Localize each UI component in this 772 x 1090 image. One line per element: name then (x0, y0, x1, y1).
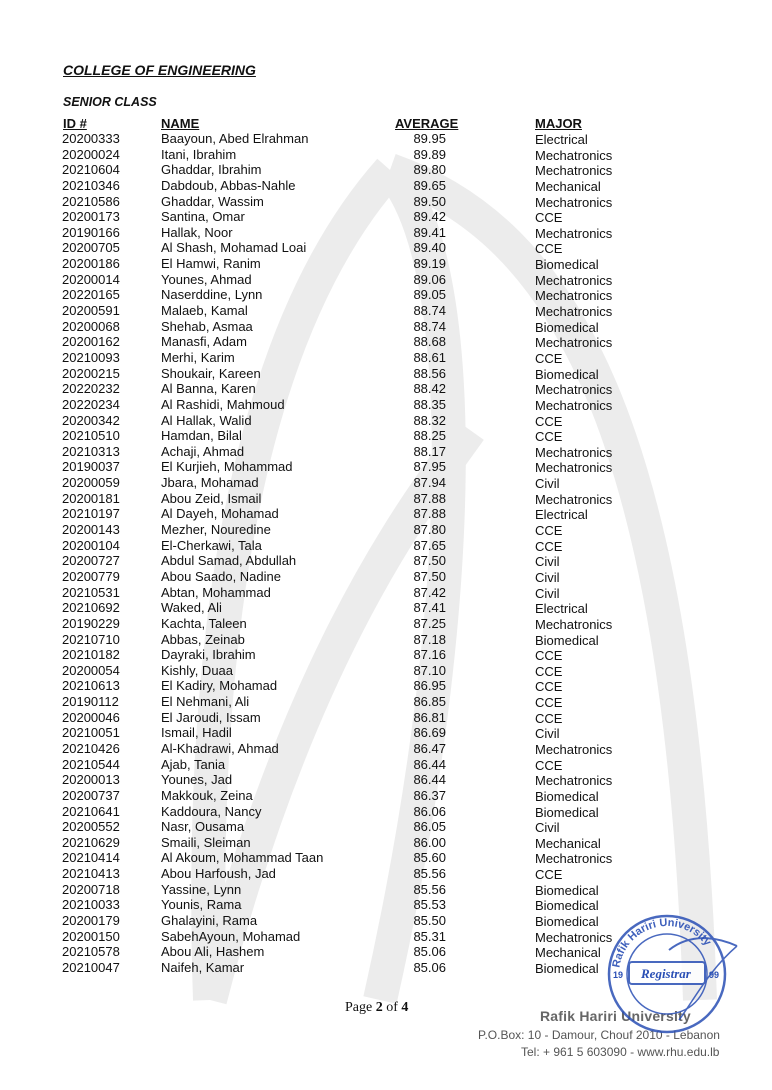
student-name: Merhi, Karim (161, 349, 235, 365)
student-id: 20200024 (62, 146, 120, 162)
student-major: CCE (535, 663, 563, 679)
student-name: Younes, Ahmad (161, 271, 252, 287)
student-id: 20210510 (62, 428, 120, 444)
student-id: 20200059 (62, 475, 120, 491)
student-name: El Kadiry, Mohamad (161, 678, 278, 694)
student-major: CCE (535, 413, 563, 429)
student-average: 89.42 (413, 209, 446, 225)
student-name: Nasr, Ousama (161, 819, 245, 835)
student-major: Mechatronics (535, 773, 613, 789)
student-average: 89.41 (413, 224, 446, 240)
table-row (0, 428, 772, 444)
student-id: 20200179 (62, 913, 120, 929)
student-name: Santina, Omar (161, 209, 245, 225)
student-major: CCE (535, 241, 563, 257)
student-name: Kachta, Taleen (161, 615, 247, 631)
student-name: Al-Khadrawi, Ahmad (161, 740, 279, 756)
student-major: Biomedical (535, 914, 599, 930)
student-major: Mechatronics (535, 147, 613, 163)
student-id: 20210414 (62, 850, 120, 866)
student-name: Baayoun, Abed Elrahman (161, 131, 309, 146)
student-list (0, 131, 772, 976)
student-name: Ghaddar, Ibrahim (161, 162, 262, 178)
student-id: 20200181 (62, 490, 120, 506)
student-major: Civil (535, 726, 560, 742)
table-row (0, 272, 772, 288)
college-title: COLLEGE OF ENGINEERING (63, 62, 256, 78)
student-id: 20200068 (62, 318, 120, 334)
student-name: Al Dayeh, Mohamad (161, 506, 279, 522)
table-row (0, 303, 772, 319)
student-id: 20220165 (62, 287, 120, 303)
student-major: CCE (535, 538, 563, 554)
student-average: 86.81 (413, 709, 446, 725)
student-name: El Jaroudi, Issam (161, 709, 261, 725)
student-major: Mechatronics (535, 163, 613, 179)
student-name: Al Banna, Karen (161, 381, 256, 397)
student-major: CCE (535, 648, 563, 664)
student-name: El-Cherkawi, Tala (161, 537, 262, 553)
footer-telephone: Tel: + 961 5 603090 - www.rhu.edu.lb (521, 1045, 720, 1059)
student-name: Abbas, Zeinab (161, 631, 245, 647)
student-major: CCE (535, 757, 563, 773)
student-average: 87.95 (413, 459, 446, 475)
column-header-major: MAJOR (535, 116, 582, 131)
footer-address: P.O.Box: 10 - Damour, Chouf 2010 - Lebanon (478, 1028, 720, 1042)
table-row (0, 600, 772, 616)
student-major: Mechatronics (535, 397, 613, 413)
student-name: Hamdan, Bilal (161, 428, 242, 444)
student-major: Mechatronics (535, 272, 613, 288)
student-id: 20210426 (62, 740, 120, 756)
page-of: of (386, 1000, 398, 1015)
student-major: Mechatronics (535, 194, 613, 210)
student-id: 20200054 (62, 662, 120, 678)
student-id: 20210629 (62, 834, 120, 850)
student-id: 20200215 (62, 365, 120, 381)
student-average: 86.47 (413, 740, 446, 756)
student-major: CCE (535, 679, 563, 695)
student-name: Smaili, Sleiman (161, 834, 251, 850)
student-average: 87.18 (413, 631, 446, 647)
student-major: Electrical (535, 601, 588, 617)
table-row (0, 538, 772, 554)
student-major: Civil (535, 569, 560, 585)
student-average: 85.31 (413, 928, 446, 944)
student-major: Mechatronics (535, 929, 613, 945)
student-id: 20200143 (62, 522, 120, 538)
table-row (0, 694, 772, 710)
table-row (0, 741, 772, 757)
student-average: 89.80 (413, 162, 446, 178)
student-name: Kishly, Duaa (161, 662, 234, 678)
student-major: Mechanical (535, 945, 601, 961)
table-row (0, 663, 772, 679)
student-major: CCE (535, 429, 563, 445)
student-major: Biomedical (535, 804, 599, 820)
table-row (0, 866, 772, 882)
student-average: 86.44 (413, 772, 446, 788)
student-id: 20200552 (62, 819, 120, 835)
student-major: Mechatronics (535, 460, 613, 476)
table-row (0, 209, 772, 225)
student-average: 88.25 (413, 428, 446, 444)
student-id: 20200013 (62, 772, 120, 788)
student-major: CCE (535, 523, 563, 539)
student-average: 87.94 (413, 475, 446, 491)
student-major: Mechatronics (535, 444, 613, 460)
student-name: Shehab, Asmaa (161, 318, 253, 334)
table-row (0, 475, 772, 491)
table-row (0, 710, 772, 726)
student-name: Naserddine, Lynn (161, 287, 263, 303)
student-average: 85.60 (413, 850, 446, 866)
student-major: Civil (535, 585, 560, 601)
student-name: Shoukair, Kareen (161, 365, 261, 381)
student-average: 87.80 (413, 522, 446, 538)
table-row (0, 647, 772, 663)
student-average: 86.37 (413, 787, 446, 803)
student-major: Mechanical (535, 178, 601, 194)
student-major: CCE (535, 350, 563, 366)
student-name: Ismail, Hadil (161, 725, 232, 741)
student-id: 20210346 (62, 177, 120, 193)
student-average: 86.69 (413, 725, 446, 741)
student-name: Kaddoura, Nancy (161, 803, 262, 819)
student-average: 88.74 (413, 303, 446, 319)
student-major: Electrical (535, 132, 588, 147)
student-id: 20210641 (62, 803, 120, 819)
student-major: Civil (535, 554, 560, 570)
student-name: Abou Zeid, Ismail (161, 490, 262, 506)
page-number (345, 1000, 408, 1016)
student-id: 20210197 (62, 506, 120, 522)
student-name: Ghalayini, Rama (161, 913, 258, 929)
student-average: 85.53 (413, 897, 446, 913)
student-id: 20200186 (62, 256, 120, 272)
student-average: 89.95 (413, 131, 446, 146)
table-row (0, 381, 772, 397)
student-id: 20210544 (62, 756, 120, 772)
student-name: El Hamwi, Ranim (161, 256, 261, 272)
table-row (0, 147, 772, 163)
student-name: Al Hallak, Walid (161, 412, 252, 428)
student-id: 20210586 (62, 193, 120, 209)
student-average: 88.61 (413, 349, 446, 365)
student-id: 20190166 (62, 224, 120, 240)
student-average: 88.68 (413, 334, 446, 350)
table-row (0, 225, 772, 241)
student-major: Mechatronics (535, 851, 613, 867)
table-row (0, 850, 772, 866)
student-name: Abtan, Mohammad (161, 584, 271, 600)
student-average: 85.56 (413, 866, 446, 882)
table-row (0, 459, 772, 475)
student-name: Younis, Rama (161, 897, 242, 913)
student-id: 20210710 (62, 631, 120, 647)
student-major: Mechatronics (535, 335, 613, 351)
student-average: 87.88 (413, 506, 446, 522)
student-average: 85.06 (413, 959, 446, 975)
student-name: Makkouk, Zeina (161, 787, 253, 803)
student-id: 20200591 (62, 303, 120, 319)
student-average: 87.50 (413, 553, 446, 569)
student-average: 89.50 (413, 193, 446, 209)
table-row (0, 725, 772, 741)
student-name: SabehAyoun, Mohamad (161, 928, 301, 944)
student-name: Jbara, Mohamad (161, 475, 259, 491)
student-name: Al Shash, Mohamad Loai (161, 240, 307, 256)
student-major: Mechatronics (535, 304, 613, 320)
student-major: CCE (535, 867, 563, 883)
student-average: 89.05 (413, 287, 446, 303)
student-id: 20190112 (62, 694, 119, 710)
student-id: 20190229 (62, 615, 120, 631)
student-id: 20210578 (62, 944, 120, 960)
student-id: 20210413 (62, 866, 120, 882)
student-major: Mechatronics (535, 616, 613, 632)
student-name: Malaeb, Kamal (161, 303, 248, 319)
student-average: 89.40 (413, 240, 446, 256)
table-row (0, 569, 772, 585)
student-id: 20210692 (62, 600, 120, 616)
table-row (0, 366, 772, 382)
table-row (0, 506, 772, 522)
student-id: 20200727 (62, 553, 120, 569)
student-id: 20200014 (62, 271, 120, 287)
student-average: 86.00 (413, 834, 446, 850)
student-average: 85.06 (413, 944, 446, 960)
student-major: Civil (535, 820, 560, 836)
student-major: Biomedical (535, 898, 599, 914)
student-name: Al Rashidi, Mahmoud (161, 396, 285, 412)
student-name: Ajab, Tania (161, 756, 226, 772)
student-average: 89.19 (413, 256, 446, 272)
student-id: 20200718 (62, 881, 120, 897)
student-name: Dabdoub, Abbas-Nahle (161, 177, 296, 193)
student-average: 88.32 (413, 412, 446, 428)
student-name: El Nehmani, Ali (161, 694, 250, 710)
table-row (0, 319, 772, 335)
student-id: 20220234 (62, 396, 120, 412)
table-row (0, 788, 772, 804)
student-name: Manasfi, Adam (161, 334, 247, 350)
student-average: 87.42 (413, 584, 446, 600)
student-major: Mechatronics (535, 382, 613, 398)
student-id: 20200150 (62, 928, 120, 944)
table-row (0, 616, 772, 632)
stamp-year-left: 19 (613, 970, 624, 980)
stamp-center-text: Registrar (641, 966, 691, 981)
registrar-stamp (599, 910, 741, 1038)
student-id: 20200705 (62, 240, 120, 256)
table-row (0, 882, 772, 898)
table-row (0, 491, 772, 507)
table-row (0, 678, 772, 694)
student-id: 20210093 (62, 349, 120, 365)
student-id: 20210604 (62, 162, 120, 178)
table-row (0, 397, 772, 413)
student-name: Dayraki, Ibrahim (161, 647, 256, 663)
student-name: Hallak, Noor (161, 224, 233, 240)
student-major: Biomedical (535, 319, 599, 335)
student-name: Naifeh, Kamar (161, 959, 245, 975)
student-average: 87.10 (413, 662, 446, 678)
student-average: 89.89 (413, 146, 446, 162)
student-id: 20210182 (62, 647, 120, 663)
table-row (0, 256, 772, 272)
student-average: 87.88 (413, 490, 446, 506)
student-id: 20210033 (62, 897, 120, 913)
student-average: 88.35 (413, 396, 446, 412)
student-id: 20210047 (62, 959, 120, 975)
student-average: 86.85 (413, 694, 446, 710)
student-id: 20210613 (62, 678, 120, 694)
table-row (0, 553, 772, 569)
table-row (0, 334, 772, 350)
student-name: Al Akoum, Mohammad Taan (161, 850, 324, 866)
table-row (0, 819, 772, 835)
student-average: 86.95 (413, 678, 446, 694)
student-major: Biomedical (535, 632, 599, 648)
student-id: 20220232 (62, 381, 120, 397)
footer-organization: Rafik Hariri University (540, 1008, 691, 1024)
student-id: 20200779 (62, 568, 120, 584)
column-header-average: AVERAGE (395, 116, 459, 131)
student-major: Mechatronics (535, 741, 613, 757)
table-row (0, 240, 772, 256)
student-major: Mechatronics (535, 491, 613, 507)
student-major: Electrical (535, 507, 588, 523)
table-row (0, 522, 772, 538)
student-major: Biomedical (535, 788, 599, 804)
student-major: CCE (535, 210, 563, 226)
student-major: Mechanical (535, 835, 601, 851)
student-name: Ghaddar, Wassim (161, 193, 264, 209)
student-average: 87.16 (413, 647, 446, 663)
student-average: 88.74 (413, 318, 446, 334)
student-average: 89.06 (413, 271, 446, 287)
table-row (0, 131, 772, 147)
page-current: 2 (375, 1000, 383, 1015)
student-average: 88.42 (413, 381, 446, 397)
student-average: 86.05 (413, 819, 446, 835)
student-id: 20200342 (62, 412, 120, 428)
student-average: 85.50 (413, 913, 446, 929)
student-major: Mechatronics (535, 225, 613, 241)
student-average: 89.65 (413, 177, 446, 193)
student-average: 87.50 (413, 568, 446, 584)
student-name: Itani, Ibrahim (161, 146, 237, 162)
student-major: Biomedical (535, 960, 599, 976)
table-row (0, 350, 772, 366)
student-major: CCE (535, 710, 563, 726)
table-row (0, 444, 772, 460)
table-row (0, 632, 772, 648)
student-average: 86.44 (413, 756, 446, 772)
student-major: Biomedical (535, 366, 599, 382)
table-row (0, 413, 772, 429)
student-average: 88.17 (413, 443, 446, 459)
student-name: El Kurjieh, Mohammad (161, 459, 293, 475)
student-average: 88.56 (413, 365, 446, 381)
table-row (0, 287, 772, 303)
student-average: 87.41 (413, 600, 446, 616)
column-header-name: NAME (161, 116, 200, 131)
table-row (0, 178, 772, 194)
table-row (0, 585, 772, 601)
page-prefix: Page (345, 1000, 373, 1015)
table-row (0, 772, 772, 788)
student-id: 20200162 (62, 334, 120, 350)
table-row (0, 835, 772, 851)
table-row (0, 757, 772, 773)
class-title: SENIOR CLASS (63, 95, 157, 109)
table-row (0, 162, 772, 178)
student-average: 87.25 (413, 615, 446, 631)
student-name: Waked, Ali (161, 600, 222, 616)
student-name: Abdul Samad, Abdullah (161, 553, 297, 569)
student-average: 85.56 (413, 881, 446, 897)
student-id: 20210531 (62, 584, 120, 600)
student-id: 20200173 (62, 209, 120, 225)
student-name: Abou Saado, Nadine (161, 568, 281, 584)
page-total: 4 (401, 1000, 409, 1015)
student-id: 20200333 (62, 131, 120, 146)
student-id: 20200046 (62, 709, 120, 725)
student-id: 20210051 (62, 725, 120, 741)
student-name: Yassine, Lynn (161, 881, 242, 897)
student-average: 86.06 (413, 803, 446, 819)
student-id: 20200104 (62, 537, 120, 553)
student-name: Achaji, Ahmad (161, 443, 245, 459)
student-name: Abou Harfoush, Jad (161, 866, 276, 882)
stamp-year-right: 99 (709, 970, 720, 980)
student-id: 20200737 (62, 787, 120, 803)
student-id: 20210313 (62, 443, 120, 459)
column-header-id: ID # (63, 116, 87, 131)
student-id: 20190037 (62, 459, 120, 475)
student-name: Abou Ali, Hashem (161, 944, 265, 960)
table-row (0, 194, 772, 210)
table-row (0, 804, 772, 820)
student-major: Civil (535, 476, 560, 492)
student-major: CCE (535, 695, 563, 711)
student-average: 87.65 (413, 537, 446, 553)
student-name: Mezher, Nouredine (161, 522, 271, 538)
student-name: Younes, Jad (161, 772, 233, 788)
student-major: Biomedical (535, 257, 599, 273)
student-major: Mechatronics (535, 288, 613, 304)
student-major: Biomedical (535, 882, 599, 898)
stamp-arc-text: Rafik Hariri University (610, 916, 714, 969)
